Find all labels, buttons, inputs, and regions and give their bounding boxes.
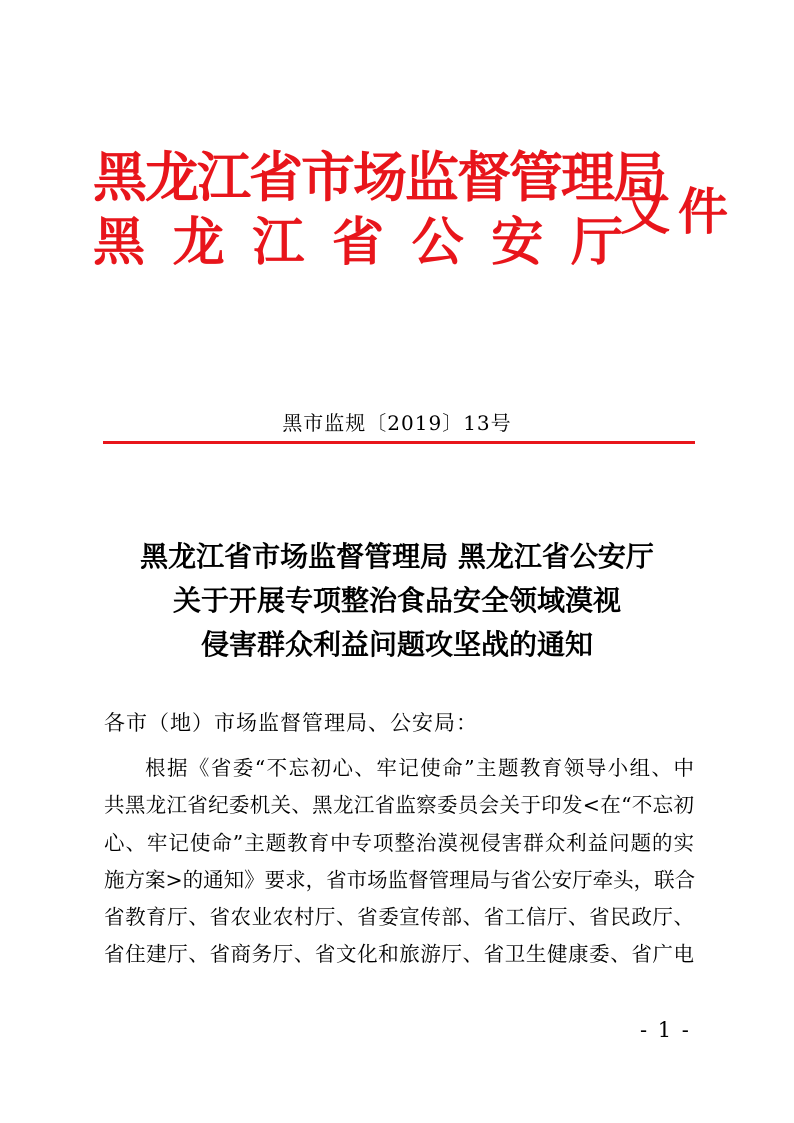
title-line: 黑龙江省市场监督管理局 黑龙江省公安厅 — [140, 540, 654, 573]
title-line: 侵害群众利益问题攻坚战的通知 — [200, 628, 593, 661]
body-line: 共黑龙江省纪委机关、黑龙江省监察委员会关于印发<在“不忘初 — [104, 793, 694, 818]
red-divider — [103, 441, 695, 444]
body-line: 省住建厅、省商务厅、省文化和旅游厅、省卫生健康委、省广电 — [104, 942, 694, 967]
body-paragraph — [104, 750, 694, 974]
document-title — [60, 535, 734, 667]
issuing-org-2-char: 安 — [491, 212, 544, 273]
page-number: - 1 - — [640, 1018, 691, 1042]
document-number: 黑市监规〔2019〕13号 — [282, 411, 512, 435]
issuing-org-2 — [93, 208, 623, 278]
issuing-org-2-char: 厅 — [570, 212, 623, 273]
body-line: 省教育厅、省农业农村厅、省委宣传部、省工信厅、省民政厅、 — [104, 905, 694, 930]
salutation: 各市（地）市场监督管理局、公安局： — [104, 711, 478, 735]
body-line: 施方案>的通知》要求，省市场监督管理局与省公安厅牵头，联合 — [104, 867, 696, 892]
issuing-org-2-char: 龙 — [172, 212, 225, 273]
body-line: 根据《省委“不忘初心、牢记使命”主题教育领导小组、中 — [145, 756, 694, 780]
issuing-org-1: 黑龙江省市场监督管理局 — [93, 145, 665, 209]
document-type-label: 文件 — [620, 182, 736, 241]
issuing-org-2-char: 公 — [411, 212, 464, 273]
body-line: 心、牢记使命”主题教育中专项整治漠视侵害群众利益问题的实 — [104, 830, 694, 855]
issuing-org-2-char: 省 — [331, 212, 384, 273]
title-line: 关于开展专项整治食品安全领域漠视 — [172, 584, 621, 617]
issuing-org-2-char: 黑 — [93, 212, 146, 273]
issuing-org-2-char: 江 — [252, 212, 305, 273]
